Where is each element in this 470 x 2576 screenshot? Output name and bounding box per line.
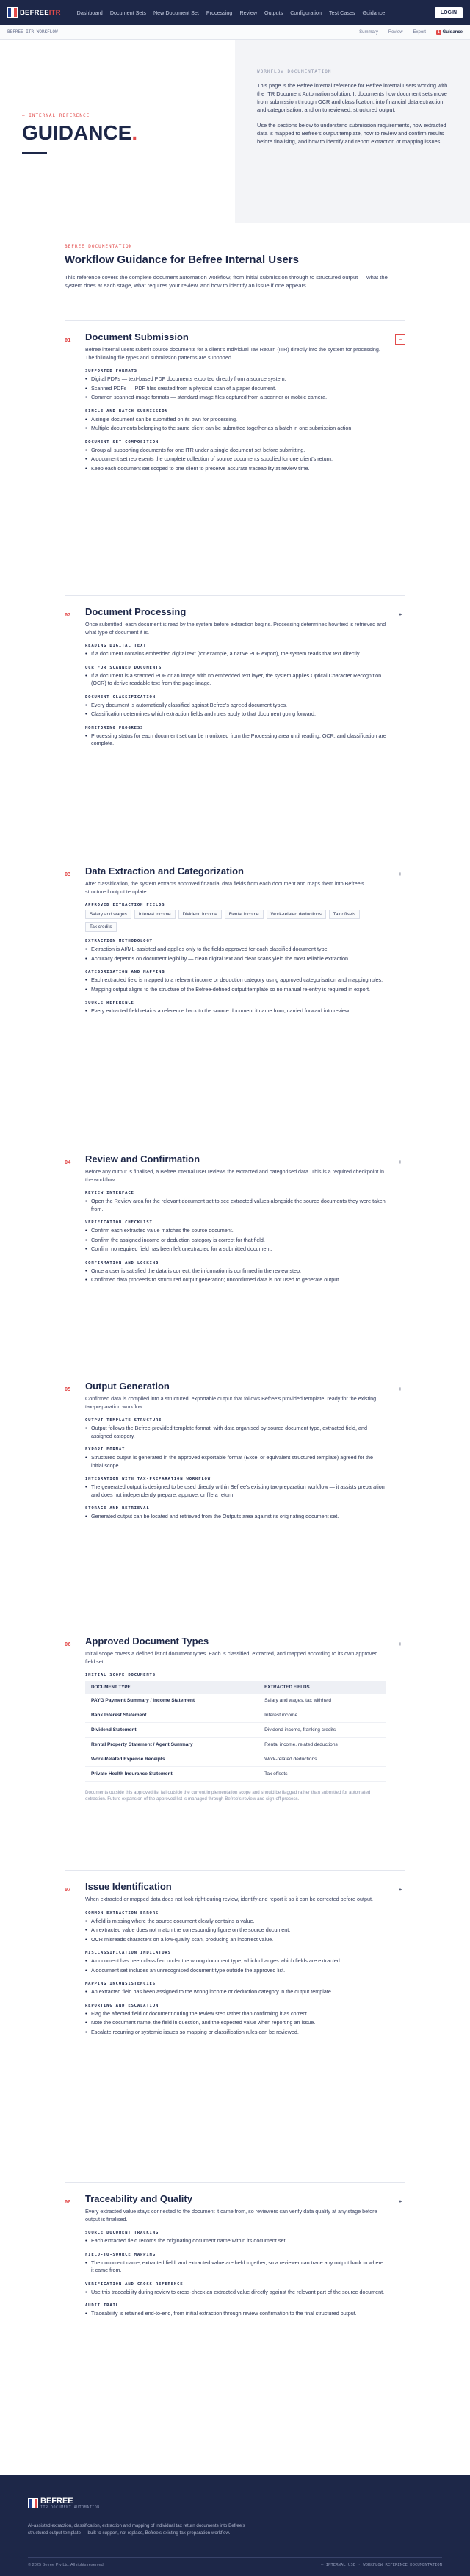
nav-item[interactable]: Test Cases	[328, 9, 355, 16]
table-cell: Work-related deductions	[258, 1752, 386, 1767]
group-label: READING DIGITAL TEXT	[85, 644, 147, 648]
section-number: 01	[65, 337, 71, 343]
footer-brand: BEFREE	[40, 2497, 73, 2505]
content-group	[85, 903, 386, 932]
subnav-link[interactable]: Export	[413, 29, 426, 35]
sub-nav-links	[359, 30, 463, 35]
section-body	[85, 1881, 386, 2037]
list-item: • If a document contains embedded digital text (for example, a native PDF export), the system reads that text directly.	[85, 650, 386, 658]
list-item: • The document name, extracted field, and extracted value are held together, so a reviewer can trace any output back to where it came from.	[85, 2259, 386, 2275]
field-chips	[85, 910, 386, 932]
subnav-badge: 1	[437, 29, 440, 35]
section-title: Document Processing	[85, 606, 187, 617]
list-item: • An extracted field has been assigned to the wrong income or deduction category in the output template.	[85, 1988, 386, 1996]
list-item: • Confirm the assigned income or deduction category is correct for that field.	[85, 1237, 386, 1245]
brand-logo[interactable]	[7, 7, 61, 18]
section-02	[65, 595, 405, 746]
section-number: 03	[65, 871, 71, 877]
table-cell: PAYG Payment Summary / Income Statement	[85, 1694, 258, 1708]
content-group	[85, 644, 386, 658]
table-cell: Rental Property Statement / Agent Summary	[85, 1738, 258, 1752]
group-label: APPROVED EXTRACTION FIELDS	[85, 903, 165, 907]
intro-title: Workflow Guidance for Befree Internal Users	[65, 253, 299, 266]
content-group	[85, 1911, 386, 1944]
list-item: • Output follows the Befree-provided template format, with data organised by source document type, extracted field, and assigned category.	[85, 1425, 386, 1440]
content-group	[85, 2231, 386, 2245]
subnav-active[interactable]	[436, 30, 463, 35]
content-group	[85, 939, 386, 963]
group-label: SOURCE DOCUMENT TRACKING	[85, 2231, 159, 2235]
section-body	[85, 1636, 386, 1802]
content-group	[85, 1418, 386, 1440]
list-item: • Extraction is AI/ML-assisted and applies only to the fields approved for each classified document type.	[85, 946, 386, 954]
table-cell: Private Health Insurance Statement	[85, 1767, 258, 1782]
group-label: EXTRACTION METHODOLOGY	[85, 939, 153, 943]
nav-item[interactable]: Outputs	[264, 9, 283, 16]
content-group	[85, 2253, 386, 2275]
nav-item[interactable]: Configuration	[290, 9, 322, 16]
list-item: • Common scanned-image formats — standard image files captured from a scanner or mobile camera.	[85, 394, 386, 402]
login-button[interactable]: LOGIN	[435, 7, 463, 18]
section-title: Output Generation	[85, 1381, 170, 1392]
list-item: • Accuracy depends on document legibility — clean digital text and clear scans yield the most reliable extraction.	[85, 955, 386, 963]
top-nav-bar	[0, 0, 470, 25]
section-title: Approved Document Types	[85, 1636, 209, 1647]
section-lead: Confirmed data is compiled into a structured, exportable output that follows Befree's provided template, ready for the existing tax-preparation workflow.	[85, 1395, 377, 1410]
hero-paragraph-1: This page is the Befree internal reference for Befree internal users working with the ITR Document Automation solution. It documents how document sets move from submission through OCR and classification, into financial data extraction and categorisation, and on to reviewed, structured output.	[257, 82, 448, 113]
list-item: • Confirm each extracted value matches the source document.	[85, 1227, 386, 1235]
list-item: • A single document can be submitted on its own for processing.	[85, 416, 386, 424]
group-label: INTEGRATION WITH TAX-PREPARATION WORKFLOW	[85, 1477, 211, 1481]
group-label: DOCUMENT CLASSIFICATION	[85, 694, 156, 699]
group-label: REPORTING AND ESCALATION	[85, 2003, 159, 2008]
table-cell: Salary and wages, tax withheld	[258, 1694, 386, 1708]
list-item: • The generated output is designed to be used directly within Befree's existing tax-preparation workflow — it assists preparation and does not independently prepare, approve, or file a return.	[85, 1483, 386, 1499]
content-group	[85, 726, 386, 748]
footer-description: AI-assisted extraction, classification, extraction and mapping of individual tax return documents into Befree's structured output template — built to support, not replace, Befree's existing tax-preparation workflow.	[28, 2523, 245, 2536]
section-lead: Every extracted value stays connected to the document it came from, so reviewers can verify data quality at any stage before output is finalised.	[85, 2208, 377, 2223]
list-item: • A document set represents the complete collection of source documents supplied for one client's return.	[85, 456, 386, 464]
group-label: AUDIT TRAIL	[85, 2303, 119, 2308]
sub-nav-bar	[0, 25, 470, 40]
field-chip: Dividend income	[178, 910, 222, 919]
content-group	[85, 369, 386, 402]
list-item: • A field is missing where the source document clearly contains a value.	[85, 1918, 386, 1926]
group-label: CONFIRMATION AND LOCKING	[85, 1260, 159, 1265]
brand-name: BEFREE	[20, 8, 49, 17]
group-label: INITIAL SCOPE DOCUMENTS	[85, 1673, 156, 1677]
list-item: • A document has been classified under the wrong document type, which changes which fields are extracted.	[85, 1957, 386, 1965]
nav-item[interactable]: Review	[239, 9, 258, 16]
list-item: • Open the Review area for the relevant document set to see extracted values alongside the source documents they were taken from.	[85, 1198, 386, 1213]
subnav-link[interactable]: Summary	[359, 29, 378, 35]
content-group	[85, 1982, 386, 1996]
nav-item[interactable]: Processing	[206, 9, 233, 16]
table-row	[85, 1738, 386, 1752]
content-group	[85, 1477, 386, 1499]
field-chip: Tax credits	[85, 922, 117, 932]
content-group	[85, 2282, 386, 2297]
section-number: 08	[65, 2199, 71, 2205]
list-item: • Confirm no required field has been left unextracted for a submitted document.	[85, 1245, 386, 1253]
list-item: • Escalate recurring or systemic issues so mapping or classification rules can be reviewed.	[85, 2029, 386, 2037]
toggle-icon[interactable]: +	[398, 1385, 402, 1392]
content-group	[85, 2303, 386, 2318]
group-label: OCR FOR SCANNED DOCUMENTS	[85, 665, 162, 670]
table-row	[85, 1694, 386, 1708]
section-title: Document Submission	[85, 331, 189, 342]
list-item: • Each extracted field is mapped to a relevant income or deduction category using approved categorisation and mapping rules.	[85, 976, 386, 985]
workflow-label: BEFREE ITR WORKFLOW	[7, 29, 58, 35]
group-label: SUPPORTED FORMATS	[85, 369, 137, 373]
hero-paragraph-2: Use the sections below to understand submission requirements, how extracted data is mapped to Befree's output template, how to review and confirm results before finalising, and how to identify and report extraction or mapping issues.	[257, 122, 446, 145]
group-label: OUTPUT TEMPLATE STRUCTURE	[85, 1418, 162, 1422]
hero-title-dot: .	[131, 121, 138, 144]
hero-title: GUIDANCE	[22, 121, 132, 144]
hero-rule	[22, 152, 47, 154]
list-item: • A document set includes an unrecognised document type outside the approved list.	[85, 1967, 386, 1975]
table-header: DOCUMENT TYPE	[85, 1681, 258, 1694]
list-item: • Multiple documents belonging to the same client can be submitted together as a batch in one submission action.	[85, 425, 386, 433]
toggle-icon[interactable]: +	[398, 2198, 402, 2205]
table-cell: Dividend income, franking credits	[258, 1723, 386, 1738]
group-label: COMMON EXTRACTION ERRORS	[85, 1910, 159, 1915]
group-label: SOURCE REFERENCE	[85, 1001, 134, 1005]
footer-sub: ITR DOCUMENT AUTOMATION	[40, 2505, 100, 2510]
footer	[0, 2475, 470, 2576]
group-label: STORAGE AND RETRIEVAL	[85, 1506, 150, 1511]
section-lead: After classification, the system extracts approved financial data fields from each document and maps them into Befree's structured output template.	[85, 880, 364, 895]
list-item: • Use this traceability during review to cross-check an extracted value directly against the relevant part of the source document.	[85, 2289, 386, 2297]
nav-item[interactable]: Dashboard	[76, 9, 103, 16]
table-row	[85, 1767, 386, 1782]
list-item: • Confirmed data proceeds to structured output generation; unconfirmed data is not used to generate output.	[85, 1276, 386, 1284]
content-group	[85, 1261, 386, 1284]
group-label: MAPPING INCONSISTENCIES	[85, 1982, 156, 1986]
list-item: • Group all supporting documents for one ITR under a single document set before submitting.	[85, 447, 386, 455]
hero-description	[235, 40, 470, 223]
subnav-active-label: Guidance	[442, 29, 463, 35]
field-chip: Interest income	[134, 910, 176, 919]
document-types-table	[85, 1681, 386, 1782]
group-label: DOCUMENT SET COMPOSITION	[85, 439, 159, 445]
content-group	[85, 1220, 386, 1253]
content-group	[85, 1506, 386, 1521]
nav-item[interactable]: Guidance	[362, 9, 386, 16]
table-cell: Work-Related Expense Receipts	[85, 1752, 258, 1767]
section-body	[85, 1154, 386, 1286]
group-label: VERIFICATION CHECKLIST	[85, 1220, 153, 1225]
list-item: • Keep each document set scoped to one client to preserve accurate traceability at review time.	[85, 465, 386, 473]
field-chip: Tax offsets	[329, 910, 360, 919]
toggle-icon[interactable]: +	[398, 870, 402, 877]
list-item: • Scanned PDFs — PDF files created from a physical scan of a paper document.	[85, 385, 386, 393]
list-item: • An extracted value does not match the corresponding figure on the source document.	[85, 1926, 386, 1935]
section-lead: Once submitted, each document is read by the system before extraction begins. Processing determines how text is retrieved and what type of document it is.	[85, 621, 386, 636]
hero-eyebrow: — INTERNAL REFERENCE	[22, 113, 90, 118]
section-lead: Initial scope covers a defined list of document types. Each is classified, extracted, and mapped according to its own approved field set.	[85, 1650, 378, 1665]
section-title: Issue Identification	[85, 1881, 172, 1892]
field-chip: Rental income	[225, 910, 264, 919]
list-item: • Classification determines which extraction fields and rules apply to that document going forward.	[85, 710, 386, 719]
content-group	[85, 2004, 386, 2037]
flag-icon	[7, 7, 18, 18]
content-group	[85, 970, 386, 993]
content-group	[85, 695, 386, 719]
field-chip: Salary and wages	[85, 910, 131, 919]
section-number: 05	[65, 1386, 71, 1392]
list-item: • Note the document name, the field in question, and the expected value when reporting an issue.	[85, 2019, 386, 2027]
section-07	[65, 1870, 405, 2035]
list-item: • Processing status for each document set can be monitored from the Processing area until reading, OCR, and classification are complete.	[85, 733, 386, 748]
nav-item[interactable]: New Document Set	[153, 9, 199, 16]
list-item: • OCR misreads characters on a low-quality scan, producing an incorrect value.	[85, 1936, 386, 1944]
main-nav	[77, 10, 386, 16]
content-group	[85, 666, 386, 688]
section-01	[65, 320, 405, 472]
content-group	[85, 1951, 386, 1974]
footer-copyright: © 2025 Befree Pty Ltd. All rights reserved.	[28, 2563, 105, 2567]
list-item: • Generated output can be located and retrieved from the Outputs area against its originating document set.	[85, 1513, 386, 1521]
section-body	[85, 1381, 386, 1522]
list-item: • Structured output is generated in the approved exportable format (Excel or equivalent structured template) agreed for the initial scope.	[85, 1454, 386, 1469]
section-number: 06	[65, 1641, 71, 1647]
table-header: EXTRACTED FIELDS	[258, 1681, 386, 1694]
section-title: Review and Confirmation	[85, 1154, 200, 1165]
toggle-icon[interactable]: +	[398, 1885, 402, 1893]
group-label: FIELD-TO-SOURCE MAPPING	[85, 2252, 156, 2257]
table-cell: Tax offsets	[258, 1767, 386, 1782]
list-item: • Every document is automatically classified against Befree's agreed document types.	[85, 702, 386, 710]
group-label: CATEGORISATION AND MAPPING	[85, 970, 165, 974]
table-row	[85, 1752, 386, 1767]
section-title: Traceability and Quality	[85, 2193, 192, 2204]
toggle-icon[interactable]: +	[398, 1158, 402, 1165]
section-title: Data Extraction and Categorization	[85, 866, 244, 877]
list-item: • If a document is a scanned PDF or an image with no embedded text layer, the system applies Optical Character Recognition (OCR) to derive readable text from the page image.	[85, 672, 386, 688]
table-note: Documents outside this approved list fall outside the current implementation scope and should be flagged rather than submitted for automated extraction. Future expansion of the approved list is managed through Befree's review and sign-off process.	[85, 1790, 371, 1802]
section-08	[65, 2182, 405, 2317]
table-group	[85, 1673, 386, 1782]
group-label: MONITORING PROGRESS	[85, 725, 144, 730]
section-body	[85, 2193, 386, 2320]
section-number: 07	[65, 1887, 71, 1893]
list-item: • Each extracted field records the originating document name within its document set.	[85, 2237, 386, 2245]
hero-right-eyebrow: WORKFLOW DOCUMENTATION	[257, 69, 332, 74]
table-cell: Dividend Statement	[85, 1723, 258, 1738]
table-cell: Interest income	[258, 1708, 386, 1723]
list-item: • Once a user is satisfied the data is correct, the information is confirmed in the review step.	[85, 1267, 386, 1276]
list-item: • Flag the affected field or document during the review step rather than confirming it as correct.	[85, 2010, 386, 2018]
group-label: VERIFICATION AND CROSS-REFERENCE	[85, 2281, 184, 2287]
list-item: • Digital PDFs — text-based PDF documents exported directly from a source system.	[85, 375, 386, 384]
group-label: SINGLE AND BATCH SUBMISSION	[85, 409, 168, 414]
section-body	[85, 606, 386, 749]
intro-eyebrow: BEFREE DOCUMENTATION	[65, 244, 133, 249]
section-lead: Befree internal users submit source documents for a client's Individual Tax Return (ITR) directly into the system for processing. The following file types and submission patterns are supported.	[85, 346, 380, 361]
intro	[65, 244, 405, 289]
content-group	[85, 440, 386, 473]
section-lead: When extracted or mapped data does not look right during review, identify and report it so it can be corrected before output.	[85, 1896, 373, 1902]
footer-right-note: — INTERNAL USE · WORKFLOW REFERENCE DOCUMENTATION	[320, 2563, 442, 2567]
list-item: • Mapping output aligns to the structure of the Befree-defined output template so no manual re-entry is required in export.	[85, 986, 386, 994]
group-label: EXPORT FORMAT	[85, 1447, 126, 1452]
section-body	[85, 866, 386, 1017]
nav-item[interactable]: Document Sets	[109, 9, 146, 16]
toggle-icon[interactable]: +	[398, 611, 402, 618]
brand-suffix: ITR	[48, 8, 61, 17]
footer-flag-icon	[28, 2498, 38, 2508]
content-group	[85, 409, 386, 433]
section-body	[85, 331, 386, 474]
toggle-icon[interactable]: −	[395, 334, 405, 345]
list-item: • Traceability is retained end-to-end, from initial extraction through review confirmation to the final structured output.	[85, 2310, 386, 2318]
subnav-link[interactable]: Review	[388, 29, 403, 35]
list-item: • Every extracted field retains a reference back to the source document it came from, carried forward into review.	[85, 1007, 386, 1015]
toggle-icon[interactable]: +	[398, 1640, 402, 1647]
section-lead: Before any output is finalised, a Befree internal user reviews the extracted and categorised data. This is a required checkpoint in the workflow.	[85, 1168, 384, 1183]
table-row	[85, 1723, 386, 1738]
table-cell: Rental income, related deductions	[258, 1738, 386, 1752]
group-label: MISCLASSIFICATION INDICATORS	[85, 1951, 171, 1955]
section-number: 02	[65, 612, 71, 618]
content-group	[85, 1001, 386, 1015]
table-row	[85, 1708, 386, 1723]
content-group	[85, 1191, 386, 1213]
field-chip: Work-related deductions	[267, 910, 326, 919]
group-label: REVIEW INTERFACE	[85, 1191, 134, 1195]
table-cell: Bank Interest Statement	[85, 1708, 258, 1723]
intro-text: This reference covers the complete document automation workflow, from initial submission through to structured output — what the system does at each stage, what requires your review, and how to identify an issue if one appears.	[65, 274, 388, 289]
content-group	[85, 1447, 386, 1469]
hero	[0, 40, 470, 223]
section-number: 04	[65, 1159, 71, 1165]
footer-divider	[28, 2557, 442, 2558]
